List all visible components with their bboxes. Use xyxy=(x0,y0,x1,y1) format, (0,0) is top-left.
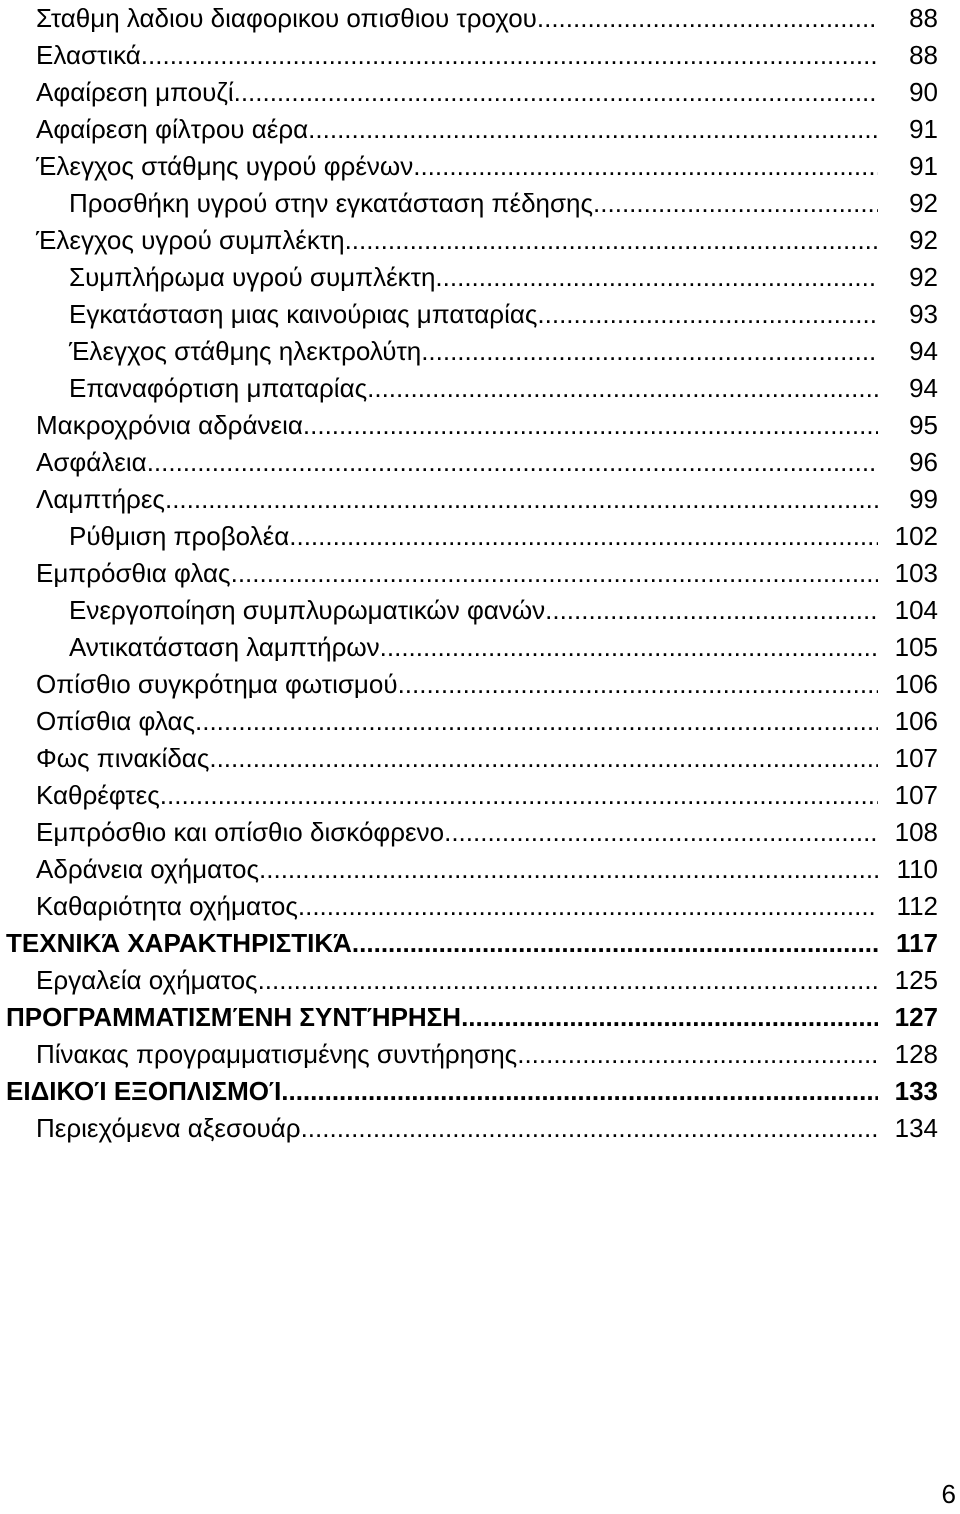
toc-entry-page: 91 xyxy=(909,151,938,181)
toc-entry-page: 125 xyxy=(894,965,938,995)
toc-entry-page: 105 xyxy=(894,632,938,662)
toc-entry-title: ΕΙΔΙΚΟΊ ΕΞΟΠΛΙΣΜΟΊ xyxy=(6,1076,282,1106)
toc-entry xyxy=(0,629,938,666)
toc-leader-dots xyxy=(160,777,878,814)
toc-leader-dots xyxy=(234,74,878,111)
toc-entry-title: Έλεγχος υγρού συμπλέκτη xyxy=(36,225,345,255)
toc-entry-page: 92 xyxy=(909,262,938,292)
toc-leader-dots xyxy=(303,407,878,444)
toc-entry-page: 93 xyxy=(909,299,938,329)
toc-leader-dots xyxy=(209,740,878,777)
toc-entry xyxy=(0,555,938,592)
toc-entry-page: 110 xyxy=(896,854,938,884)
toc-entry-title: Επαναφόρτιση μπαταρίας xyxy=(69,373,368,403)
toc-entry-page: 90 xyxy=(909,77,938,107)
toc-entry-page: 94 xyxy=(909,336,938,366)
toc-entry-title: Φως πινακίδας xyxy=(36,743,210,773)
toc-entry-page: 106 xyxy=(894,669,938,699)
toc-entry-title: Εγκατάσταση μιας καινούριας μπαταρίας xyxy=(69,299,538,329)
toc-entry xyxy=(0,777,938,814)
toc-entry-title: Οπίσθιο συγκρότημα φωτισμού xyxy=(36,669,398,699)
toc-leader-dots xyxy=(289,518,878,555)
toc-leader-dots xyxy=(301,1110,878,1147)
toc-entry-title: Λαμπτήρες xyxy=(36,484,165,514)
toc-entry xyxy=(0,703,938,740)
toc-entry-page: 107 xyxy=(894,743,938,773)
toc-entry xyxy=(0,185,938,222)
toc-entry-page: 107 xyxy=(894,780,938,810)
toc-entry xyxy=(0,925,938,962)
toc-entry-title: Συμπλήρωμα υγρού συμπλέκτη xyxy=(69,262,436,292)
toc-leader-dots xyxy=(345,222,878,259)
toc-entry xyxy=(0,148,938,185)
toc-entry-title: Εμπρόσθια φλας xyxy=(36,558,231,588)
toc-leader-dots xyxy=(461,999,878,1036)
toc-entry-title: Πίνακας προγραμματισμένης συντήρησης xyxy=(36,1039,518,1069)
toc-entry-title: Έλεγχος στάθμης ηλεκτρολύτη xyxy=(69,336,422,366)
toc-entry xyxy=(0,666,938,703)
toc-leader-dots xyxy=(413,148,878,185)
toc-entry-page: 108 xyxy=(894,817,938,847)
toc-entry-title: Ενεργοποίηση συμπλυρωματικών φανών xyxy=(69,595,546,625)
toc-entry-title: ΤΕΧΝΙΚΆ ΧΑΡΑΚΤΗΡΙΣΤΙΚΆ xyxy=(6,928,352,958)
toc-entry-title: Καθαριότητα οχήματος xyxy=(36,891,298,921)
toc-entry-title: Σταθμη λαδιου διαφορικου οπισθιου τροχου xyxy=(36,3,537,33)
toc-entry xyxy=(0,0,938,37)
toc-entry-page: 127 xyxy=(894,1002,938,1032)
toc-entry-page: 92 xyxy=(909,225,938,255)
toc-entry-title: Ρύθμιση προβολέα xyxy=(69,521,290,551)
toc-leader-dots xyxy=(517,1036,878,1073)
toc-entry-title: Αντικατάσταση λαμπτήρων xyxy=(69,632,380,662)
toc-leader-dots xyxy=(308,111,878,148)
toc-leader-dots xyxy=(537,0,878,37)
toc-entry-page: 99 xyxy=(909,484,938,514)
toc-entry-title: Ελαστικά xyxy=(36,40,141,70)
toc-leader-dots xyxy=(258,962,878,999)
toc-leader-dots xyxy=(545,592,878,629)
toc-leader-dots xyxy=(537,296,878,333)
toc-entry xyxy=(0,999,938,1036)
toc-entry-page: 112 xyxy=(896,891,938,921)
toc-entry xyxy=(0,814,938,851)
toc-entry xyxy=(0,74,938,111)
toc-entry xyxy=(0,1073,938,1110)
toc-entry-page: 95 xyxy=(909,410,938,440)
toc-entry-page: 103 xyxy=(894,558,938,588)
toc-entry-title: Περιεχόμενα αξεσουάρ xyxy=(36,1113,301,1143)
toc-entry-page: 134 xyxy=(894,1113,938,1143)
toc-leader-dots xyxy=(435,259,878,296)
toc-entry-title: Αφαίρεση μπουζί xyxy=(36,77,234,107)
toc-entry xyxy=(0,592,938,629)
toc-leader-dots xyxy=(352,925,878,962)
toc-entry-title: Έλεγχος στάθμης υγρού φρένων xyxy=(36,151,414,181)
toc-leader-dots xyxy=(421,333,878,370)
toc-entry-page: 128 xyxy=(894,1039,938,1069)
toc-entry xyxy=(0,333,938,370)
toc-entry xyxy=(0,222,938,259)
toc-entry xyxy=(0,740,938,777)
toc-leader-dots xyxy=(281,1073,878,1110)
toc-entry-title: Καθρέφτες xyxy=(36,780,160,810)
toc-leader-dots xyxy=(259,851,878,888)
toc-leader-dots xyxy=(593,185,878,222)
toc-entry xyxy=(0,407,938,444)
toc-entry-page: 94 xyxy=(909,373,938,403)
toc-entry xyxy=(0,111,938,148)
toc-entry-title: Μακροχρόνια αδράνεια xyxy=(36,410,303,440)
toc-entry-page: 88 xyxy=(909,3,938,33)
toc-leader-dots xyxy=(141,37,878,74)
toc-entry-title: Αφαίρεση φίλτρου αέρα xyxy=(36,114,309,144)
toc-entry xyxy=(0,1110,938,1147)
toc-entry-page: 96 xyxy=(909,447,938,477)
toc-entry xyxy=(0,1036,938,1073)
toc-leader-dots xyxy=(367,370,878,407)
toc-entry xyxy=(0,37,938,74)
toc-entry xyxy=(0,962,938,999)
toc-leader-dots xyxy=(380,629,878,666)
toc-leader-dots xyxy=(195,703,878,740)
toc-leader-dots xyxy=(398,666,878,703)
toc-entry-title: Αδράνεια οχήματος xyxy=(36,854,260,884)
toc-entry-title: Οπίσθια φλας xyxy=(36,706,196,736)
toc-entry xyxy=(0,481,938,518)
toc-entry-page: 91 xyxy=(909,114,938,144)
toc-entry xyxy=(0,888,938,925)
toc-entry xyxy=(0,296,938,333)
toc-entry-title: Εργαλεία οχήματος xyxy=(36,965,258,995)
toc-leader-dots xyxy=(165,481,878,518)
toc-leader-dots xyxy=(298,888,878,925)
toc-entry-page: 106 xyxy=(894,706,938,736)
toc-entry-title: Ασφάλεια xyxy=(36,447,147,477)
toc-entry-title: Προσθήκη υγρού στην εγκατάσταση πέδησης xyxy=(69,188,594,218)
toc-entry-title: Εμπρόσθιο και οπίσθιο δισκόφρενο xyxy=(36,817,445,847)
toc-leader-dots xyxy=(231,555,878,592)
toc-entry xyxy=(0,370,938,407)
toc-entry-page: 104 xyxy=(894,595,938,625)
toc-entry-page: 92 xyxy=(909,188,938,218)
toc-entry-page: 88 xyxy=(909,40,938,70)
toc-leader-dots xyxy=(444,814,878,851)
toc-entry xyxy=(0,518,938,555)
toc-entry xyxy=(0,851,938,888)
toc-entry-title: ΠΡΟΓΡΑΜΜΑΤΙΣΜΈΝΗ ΣΥΝΤΉΡΗΣΗ xyxy=(6,1002,462,1032)
page-number: 6 xyxy=(941,1479,956,1509)
toc-entry xyxy=(0,259,938,296)
toc-entry-page: 102 xyxy=(894,521,938,551)
toc-leader-dots xyxy=(147,444,878,481)
toc-entry xyxy=(0,444,938,481)
toc-entry-page: 117 xyxy=(896,928,938,958)
toc-entry-page: 133 xyxy=(894,1076,938,1106)
